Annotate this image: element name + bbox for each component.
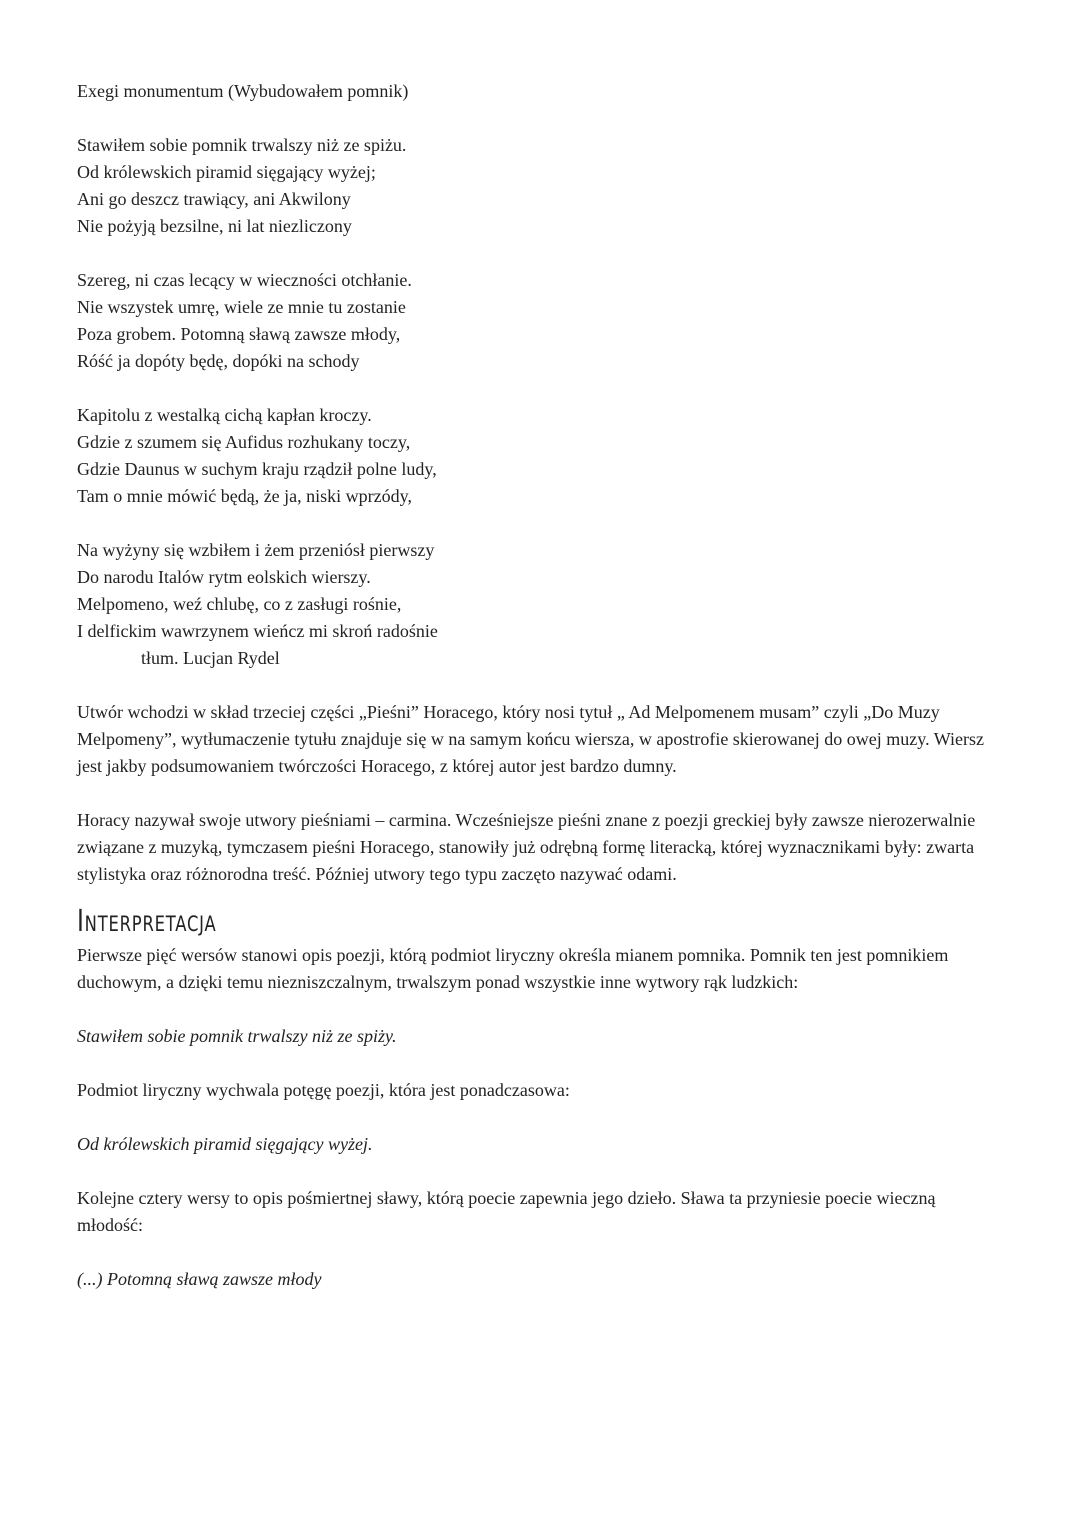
section-quote: (...) Potomną sławą zawsze młody <box>77 1269 322 1289</box>
poem-line: Do narodu Italów rytm eolskich wierszy. <box>77 567 371 587</box>
poem-line: Szereg, ni czas lecący w wieczności otchłanie. <box>77 270 412 290</box>
section-quote: Stawiłem sobie pomnik trwalszy niż ze spiży. <box>77 1026 397 1046</box>
poem-line: I delfickim wawrzynem wieńcz mi skroń radośnie <box>77 621 438 641</box>
poem-line: Od królewskich piramid sięgający wyżej; <box>77 162 376 182</box>
poem-stanza-2 <box>77 267 997 375</box>
section-text: Kolejne cztery wersy to opis pośmiertnej sławy, którą poecie zapewnia jego dzieło. Sława ta przyniesie poecie wieczną młodość: <box>77 1188 936 1235</box>
poem-line: Na wyżyny się wzbiłem i żem przeniósł pierwszy <box>77 540 435 560</box>
poem-line: Róść ja dopóty będę, dopóki na schody <box>77 351 360 371</box>
section-text: Podmiot liryczny wychwala potęgę poezji, która jest ponadczasowa: <box>77 1080 570 1100</box>
poem-line: Ani go deszcz trawiący, ani Akwilony <box>77 189 351 209</box>
poem-line: Poza grobem. Potomną sławą zawsze młody, <box>77 324 401 344</box>
section-heading: Interpretacja <box>77 904 217 939</box>
poem-stanza-4 <box>77 537 997 672</box>
poem-line: Stawiłem sobie pomnik trwalszy niż ze spiżu. <box>77 135 407 155</box>
poem-line: Nie pożyją bezsilne, ni lat niezliczony <box>77 216 352 236</box>
paragraph-intro: Utwór wchodzi w skład trzeciej części „Pieśni” Horacego, który nosi tytuł „ Ad Melpomenem musam” czyli „Do Muzy Melpomeny”, wytłumaczenie tytułu znajduje się w na samym końcu wiersza, w apostrofie skierowanej do owej muzy. Wiersz jest jakby podsumowaniem twórczości Horacego, z której autor jest bardzo dumny. <box>77 702 985 776</box>
poem-line: Gdzie Daunus w suchym kraju rządził polne ludy, <box>77 459 437 479</box>
poem-stanza-3 <box>77 402 997 510</box>
poem-line: Kapitolu z westalką cichą kapłan kroczy. <box>77 405 372 425</box>
paragraph-carmina: Horacy nazywał swoje utwory pieśniami – carmina. Wcześniejsze pieśni znane z poezji greckiej były zawsze nierozerwalnie związane z muzyką, tymczasem pieśni Horacego, stanowiły już odrębną formę literacką, której wyznacznikami były: zwarta stylistyka oraz różnorodna treść. Później utwory tego typu zaczęto nazywać odami. <box>77 810 976 884</box>
poem-line: Nie wszystek umrę, wiele ze mnie tu zostanie <box>77 297 406 317</box>
poem-line: Gdzie z szumem się Aufidus rozhukany toczy, <box>77 432 411 452</box>
poem-stanza-1 <box>77 132 997 240</box>
poem-translator: tłum. Lucjan Rydel <box>141 648 280 668</box>
section-text: Pierwsze pięć wersów stanowi opis poezji, którą podmiot liryczny określa mianem pomnika. Pomnik ten jest pomnikiem duchowym, a dzięki temu niezniszczalnym, trwalszym ponad wszystkie inne wytwory rąk ludzkich: <box>77 945 949 992</box>
poem-line: Melpomeno, weź chlubę, co z zasługi rośnie, <box>77 594 402 614</box>
section-quote: Od królewskich piramid sięgający wyżej. <box>77 1134 373 1154</box>
poem-title: Exegi monumentum (Wybudowałem pomnik) <box>77 81 409 101</box>
document-page <box>77 78 997 1320</box>
poem-line: Tam o mnie mówić będą, że ja, niski wprzódy, <box>77 486 412 506</box>
